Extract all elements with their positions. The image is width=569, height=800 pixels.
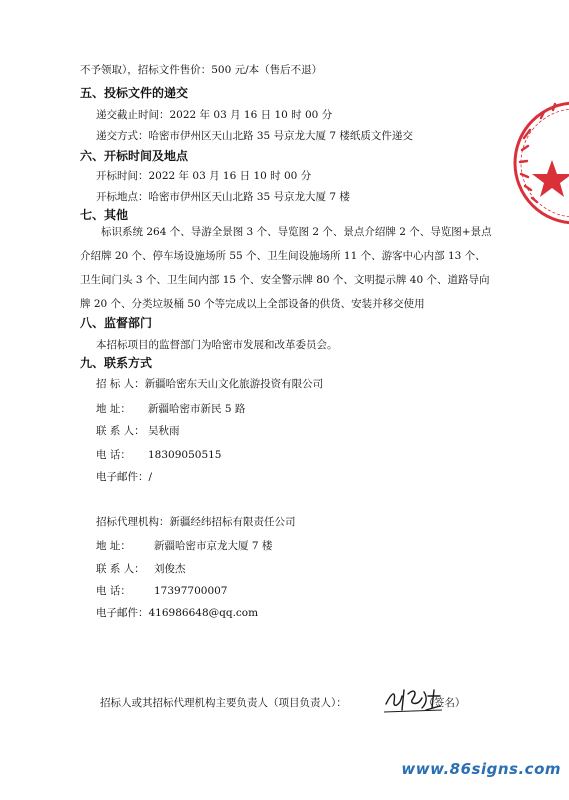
agency-phone-value: 17397700007: [154, 585, 228, 597]
section-9-title: 九、联系方式: [80, 356, 153, 370]
agency-phone-row: [96, 584, 228, 598]
open-time-row: [96, 169, 311, 183]
agency-contact-value: 刘俊杰: [154, 563, 186, 575]
tenderer-name-row: [96, 377, 323, 391]
agency-email-label: 电子邮件：: [96, 607, 149, 619]
method-value: 哈密市伊州区天山北路 35 号京龙大厦 7 楼纸质文件递交: [148, 130, 413, 142]
tenderer-contact-label: 联 系 人：: [96, 425, 145, 437]
tenderer-address-row: [96, 402, 245, 416]
tenderer-phone-row: [96, 448, 222, 462]
section-7-title: 七、其他: [80, 208, 129, 222]
tenderer-phone-value: 18309050515: [148, 449, 222, 461]
method-label: 递交方式：: [96, 130, 149, 142]
open-time-value: 2022 年 03 月 16 日 10 时 00 分: [148, 170, 312, 182]
tenderer-contact-value: 吴秋雨: [148, 425, 180, 437]
tenderer-name-label: 招 标 人：: [96, 378, 145, 390]
tenderer-address-label: 地 址：: [96, 403, 131, 415]
tenderer-email-row: [96, 470, 152, 484]
method-row: [96, 129, 413, 143]
tenderer-email-label: 电子邮件：: [96, 471, 149, 483]
tenderer-address-value: 新疆哈密市新民 5 路: [148, 403, 246, 415]
agency-address-value: 新疆哈密市京龙大厦 7 楼: [154, 540, 273, 552]
agency-contact-label: 联 系 人：: [96, 563, 145, 575]
deadline-row: [96, 108, 332, 122]
tenderer-name-value: 新疆哈密东天山文化旅游投资有限公司: [144, 378, 324, 390]
signature-suffix: （签名）: [423, 697, 466, 709]
agency-contact-row: [96, 562, 186, 576]
agency-address-row: [96, 539, 272, 553]
agency-phone-label: 电 话：: [96, 585, 131, 597]
agency-email-row: [96, 606, 258, 620]
official-seal: [510, 98, 569, 228]
section-8-body: 本招标项目的监督部门为哈密市发展和改革委员会。: [96, 339, 338, 351]
watermark-text: www.86signs.com: [401, 760, 561, 778]
handwritten-signature: [382, 684, 444, 716]
deadline-label: 递交截止时间：: [96, 109, 170, 121]
section-5-title: 五、投标文件的递交: [80, 86, 189, 100]
open-place-value: 哈密市伊州区天山北路 35 号京龙大厦 7 楼: [148, 191, 350, 203]
open-time-label: 开标时间：: [96, 170, 149, 182]
signature-label: 招标人或其招标代理机构主要负责人（项目负责人）：: [100, 697, 347, 709]
intro-line: 不予领取），招标文件售价：500 元/本（售后不退）: [80, 64, 323, 76]
agency-address-label: 地 址：: [96, 540, 131, 552]
section-6-title: 六、开标时间及地点: [80, 149, 189, 163]
deadline-value: 2022 年 03 月 16 日 10 时 00 分: [169, 109, 333, 121]
open-place-row: [96, 190, 350, 204]
section-7-body: 标识系统 264 个、导游全景图 3 个、导览图 2 个、景点介绍牌 2 个、导览图+景点介绍牌 20 个、停车场设施场所 55 个、卫生间设施场所 11 个、游客中心内部 13 个、卫生间门头 3 个、卫生间内部 15 个、安全警示牌 80 个、文明提示牌 40 个、道路导向牌 20 个、分类垃圾桶 50 个等完成以上全部设备的供货、安装并移交使用: [80, 226, 492, 310]
agency-name-value: 新疆经纬招标有限责任公司: [169, 516, 296, 528]
open-place-label: 开标地点：: [96, 191, 149, 203]
agency-email-value: 416986648@qq.com: [148, 607, 259, 619]
tenderer-phone-label: 电 话：: [96, 449, 131, 461]
section-8-title: 八、监督部门: [80, 316, 153, 330]
agency-name-label: 招标代理机构：: [96, 516, 170, 528]
tenderer-contact-row: [96, 424, 180, 438]
agency-name-row: [96, 515, 296, 529]
tenderer-email-value: /: [148, 471, 153, 483]
